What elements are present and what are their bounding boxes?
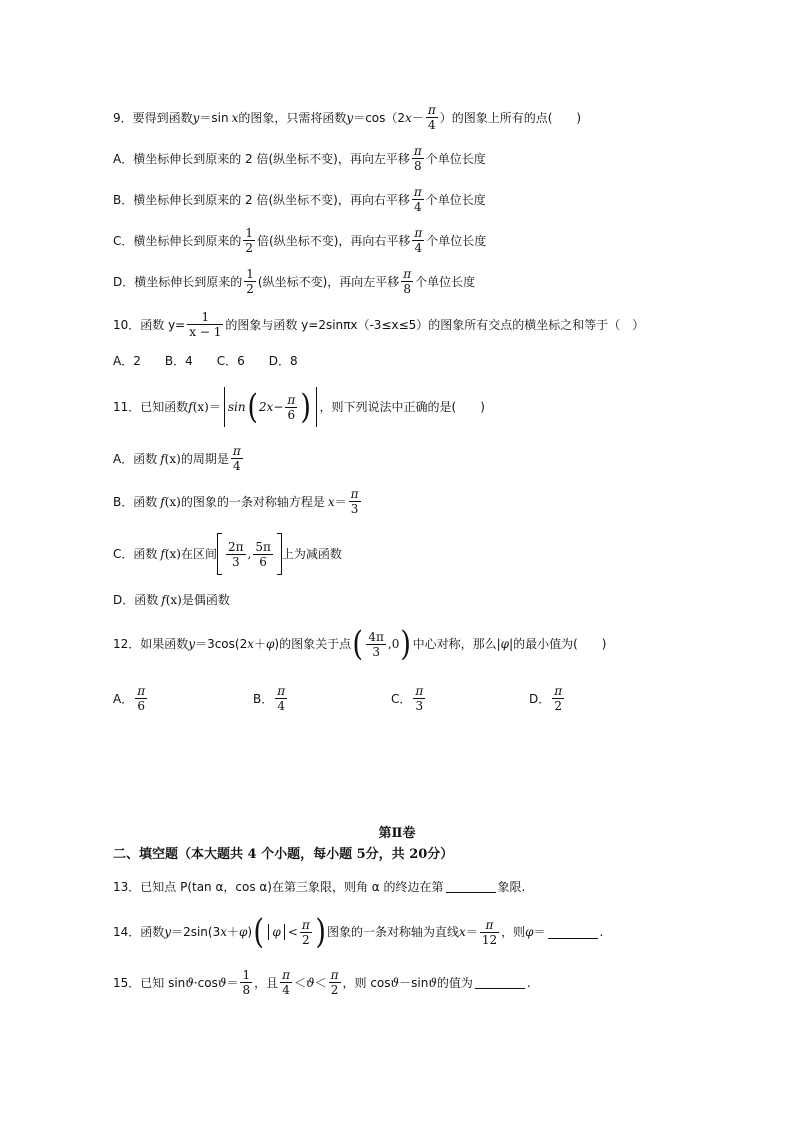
q11-option-c[interactable]: [113, 533, 342, 575]
frac-num: π: [137, 684, 146, 698]
q12-option-b[interactable]: [253, 684, 289, 713]
q9-var-y2: y: [346, 110, 354, 125]
frac-den: 2: [245, 241, 254, 255]
q11-sin: sin: [227, 400, 246, 414]
q12-var-x: x: [247, 637, 254, 651]
option-var-x: x: [327, 494, 335, 509]
option-eq: ＝: [334, 494, 347, 509]
frac-num: π: [287, 392, 296, 407]
q14-text: ): [247, 925, 253, 939]
frac-den: 4: [414, 241, 423, 255]
q14-eq2: ＝: [533, 925, 546, 939]
interval-comma: ,: [247, 547, 252, 561]
frac-den: 3: [415, 699, 424, 713]
frac-num: π: [277, 684, 286, 698]
q13-text: 13．已知点 P(tan α，cos α)在第三象限，则角 α 的终边在第: [113, 879, 444, 894]
frac-num: π: [415, 684, 424, 698]
frac-num: 1: [246, 267, 254, 281]
option-text: (纵坐标不变)，再向左平移: [257, 274, 400, 289]
q14-cond-phi: φ: [272, 925, 281, 939]
q12-point-zero: ,0: [387, 637, 400, 651]
frac-num: π: [282, 968, 291, 982]
option-fraction: [413, 684, 425, 713]
q12-text: |的最小值为( ): [509, 637, 607, 651]
option-label: A．: [113, 692, 134, 706]
frac-num: 2π: [228, 539, 244, 554]
q15-lt: ＜: [294, 975, 307, 990]
q12-stem: [113, 624, 607, 664]
abs-bar-left: [224, 387, 225, 427]
frac-den: 2: [554, 699, 563, 713]
q11-eq: ＝: [208, 400, 221, 414]
frac-num: 4π: [368, 629, 384, 644]
paren-right: ): [300, 387, 312, 427]
q12-plus: ＋: [254, 637, 267, 651]
abs-bar-right: [284, 924, 285, 940]
q14-cond-fraction: [300, 918, 312, 947]
frac-num: π: [413, 185, 422, 199]
q11-stem: [113, 387, 485, 427]
q14-var-x: x: [220, 925, 227, 939]
q9-var-x2: x: [405, 110, 412, 125]
q15-theta: ϑ: [428, 975, 437, 990]
q9-stem-part: ＝cos（2: [353, 110, 406, 125]
option-text: 上为减函数: [281, 547, 342, 561]
option-fraction: [349, 487, 361, 516]
q14-var-phi: φ: [239, 925, 248, 939]
q15-lower-fraction: [280, 968, 292, 997]
option-text: 的图象的一条对称轴方程是: [180, 494, 325, 509]
q9-fraction: [426, 103, 438, 132]
q15-text: 15．已知 sin: [113, 975, 186, 990]
option-f: f: [160, 494, 165, 509]
option-f: f: [161, 593, 166, 607]
option-fraction: [231, 444, 243, 473]
frac-den: 4: [232, 459, 241, 473]
q11-text: ，则下列说法中正确的是( ): [319, 400, 485, 414]
q12-text: 12．如果函数: [113, 637, 189, 651]
option-fraction: [552, 684, 564, 713]
q9-stem-part: ＝sin: [199, 110, 229, 125]
q15-text: ·cos: [193, 975, 218, 990]
q9-option-c[interactable]: [113, 226, 486, 255]
interval-end-fraction: [253, 540, 273, 569]
frac-den: 8: [403, 282, 412, 296]
frac-den: 6: [287, 407, 296, 422]
option-fraction: [135, 684, 147, 713]
q9-option-a[interactable]: [113, 144, 486, 173]
q9-minus: －: [411, 110, 424, 125]
option-fraction: [412, 226, 424, 255]
q9-option-b[interactable]: [113, 185, 486, 214]
option-text: 的周期是: [180, 451, 229, 466]
option-text: 个单位长度: [426, 233, 487, 248]
frac-den: 6: [259, 554, 267, 569]
frac-num: 5π: [255, 539, 271, 554]
q15-fraction: [240, 968, 252, 997]
frac-den: 2: [330, 983, 339, 997]
frac-num: π: [403, 267, 412, 281]
option-multiplier-fraction: [243, 226, 255, 255]
option-x: (x): [164, 451, 181, 466]
q10-text: 的图象与函数 y=2sinπx（-3≤x≤5）的图象所有交点的横坐标之和等于（ ）: [225, 317, 645, 332]
q11-inner-2: 2: [258, 400, 267, 414]
q12-option-a[interactable]: [113, 684, 149, 713]
q14-var-x2: x: [459, 925, 466, 939]
answer-blank[interactable]: [548, 926, 598, 939]
q15-upper-fraction: [329, 968, 341, 997]
option-label: C．: [391, 692, 412, 706]
interval-start-fraction: [226, 540, 246, 569]
q12-var-phi2: φ: [500, 637, 510, 651]
q13-text: 象限.: [497, 879, 526, 894]
option-f: f: [160, 547, 165, 561]
q11-text: 11．已知函数: [113, 400, 189, 414]
bracket-left: [217, 533, 222, 575]
abs-bar-right: [316, 387, 317, 427]
abs-bar-left: [268, 924, 269, 940]
option-text: 个单位长度: [425, 151, 486, 166]
frac-den: 2: [246, 282, 254, 296]
q15-theta: ϑ: [306, 975, 315, 990]
q14-text: 14．函数: [113, 925, 165, 939]
frac-num: π: [350, 487, 359, 501]
q10-fraction: [187, 310, 223, 339]
answer-blank[interactable]: [475, 976, 525, 989]
frac-num: π: [413, 144, 422, 158]
option-label: D．: [529, 692, 551, 706]
paren-left: (: [246, 387, 258, 427]
frac-den: 4: [277, 699, 285, 713]
q12-point-fraction: [366, 630, 386, 659]
q10-stem: [113, 310, 644, 339]
q14-end: .: [599, 925, 604, 939]
part2-heading: 二、填空题（本大题共 4 个小题，每小题 5分，共 20分）: [113, 847, 454, 862]
option-text: C．函数: [113, 547, 158, 561]
q9-frac-den: 4: [427, 118, 436, 132]
frac-den: x − 1: [189, 325, 222, 339]
option-label: B．: [253, 692, 274, 706]
q14-eq: ＝: [465, 925, 478, 939]
frac-num: π: [301, 917, 310, 932]
option-text: A．横坐标伸长到原来的 2 倍(纵坐标不变)，再向左平移: [113, 151, 410, 166]
q14-var-y: y: [164, 925, 172, 939]
paren-left: (: [352, 624, 364, 664]
option-text: C．横坐标伸长到原来的: [113, 233, 242, 248]
frac-den: 2: [301, 932, 310, 947]
q9-stem-part: 的图象，只需将函数: [238, 110, 347, 125]
q15-text: 的值为: [436, 975, 473, 990]
q11-option-d[interactable]: [113, 594, 230, 606]
paren-left: (: [253, 912, 265, 952]
q14-text: ＝2sin(3: [171, 925, 221, 939]
q12-option-d[interactable]: [529, 684, 566, 713]
answer-blank[interactable]: [446, 880, 496, 893]
q9-stem: [113, 103, 581, 132]
option-x: (x): [164, 494, 181, 509]
option-multiplier-fraction: [244, 267, 256, 296]
q12-var-phi: φ: [266, 637, 275, 651]
q14-stem: [113, 912, 604, 952]
q12-var-y: y: [188, 637, 196, 651]
q11-inner-x: x: [266, 400, 274, 414]
frac-den: 12: [481, 932, 498, 947]
frac-den: 8: [413, 159, 422, 173]
option-text: A．函数: [113, 451, 158, 466]
frac-num: 1: [201, 310, 210, 324]
frac-den: 3: [350, 502, 359, 516]
frac-den: 3: [231, 554, 240, 569]
option-text: B．函数: [113, 494, 158, 509]
frac-den: 3: [372, 644, 380, 659]
option-text: 个单位长度: [415, 274, 476, 289]
q14-var-phi2: φ: [525, 925, 534, 939]
q14-plus: ＋: [227, 925, 240, 939]
q15-end: .: [526, 975, 531, 990]
frac-num: π: [485, 917, 494, 932]
q9-var-y: y: [192, 110, 200, 125]
option-x: (x): [164, 547, 181, 561]
q15-lt: ＜: [314, 975, 327, 990]
q15-text: －sin: [399, 975, 429, 990]
paren-right: ): [400, 624, 412, 664]
paren-right: ): [315, 912, 326, 952]
q9-option-d[interactable]: [113, 267, 475, 296]
q15-stem: [113, 968, 531, 997]
option-f: f: [160, 451, 165, 466]
q10-options[interactable]: [113, 355, 298, 367]
option-text: D．函数: [113, 593, 159, 607]
q12-text: 中心对称，那么|: [412, 637, 501, 651]
option-text: D．横坐标伸长到原来的: [113, 274, 243, 289]
frac-den: 8: [242, 983, 251, 997]
option-fraction: [412, 144, 424, 173]
option-text: 个单位长度: [425, 192, 486, 207]
q14-text: 图象的一条对称轴为直线: [327, 925, 460, 939]
frac-den: 6: [137, 699, 145, 713]
frac-num: π: [414, 226, 423, 240]
q11-option-a[interactable]: [113, 444, 245, 473]
q15-text: ，且: [254, 975, 279, 990]
q14-text: ，则: [501, 925, 526, 939]
option-text: B．横坐标伸长到原来的 2 倍(纵坐标不变)，再向右平移: [113, 192, 410, 207]
q12-option-c[interactable]: [391, 684, 427, 713]
option-text: 在区间: [180, 547, 217, 561]
q15-theta: ϑ: [390, 975, 400, 990]
q15-theta: ϑ: [217, 975, 227, 990]
option-fraction: [412, 185, 424, 214]
q10-text: 10．函数 y=: [113, 317, 186, 332]
part2-title: 第Ⅱ卷: [378, 826, 416, 841]
option-fraction: [275, 684, 287, 713]
q10-options-text: A．2 B．4 C．6 D．8: [113, 354, 298, 368]
option-x: (x): [165, 593, 182, 607]
q15-text: ，则 cos: [342, 975, 391, 990]
frac-den: 4: [414, 200, 422, 214]
q14-cond-lt: <: [287, 925, 298, 939]
q9-stem-part: 9．要得到函数: [113, 110, 193, 125]
frac-num: π: [330, 968, 339, 982]
option-fraction: [401, 267, 413, 296]
q13-stem: [113, 880, 525, 893]
q15-theta: ϑ: [185, 975, 194, 990]
q12-text: )的图象关于点: [274, 637, 352, 651]
frac-num: π: [554, 684, 563, 698]
q12-text: ＝3cos(2: [195, 637, 248, 651]
q11-inner-minus: −: [273, 400, 284, 414]
q9-stem-part: ）的图象上所有的点( ): [439, 110, 582, 125]
q9-var-x: x: [231, 110, 239, 125]
q9-frac-num: π: [427, 103, 436, 117]
frac-num: π: [232, 444, 241, 458]
frac-num: 1: [242, 968, 251, 982]
frac-den: 4: [282, 983, 290, 997]
frac-num: 1: [245, 226, 254, 240]
q15-eq: ＝: [226, 975, 239, 990]
q11-x: (x): [192, 400, 209, 414]
option-text: 是偶函数: [181, 593, 230, 607]
q11-f: f: [188, 400, 193, 414]
q14-fraction: [480, 918, 499, 947]
q11-fraction: [285, 393, 297, 422]
q11-option-b[interactable]: [113, 487, 363, 516]
option-text: 倍(纵坐标不变)，再向右平移: [257, 233, 411, 248]
